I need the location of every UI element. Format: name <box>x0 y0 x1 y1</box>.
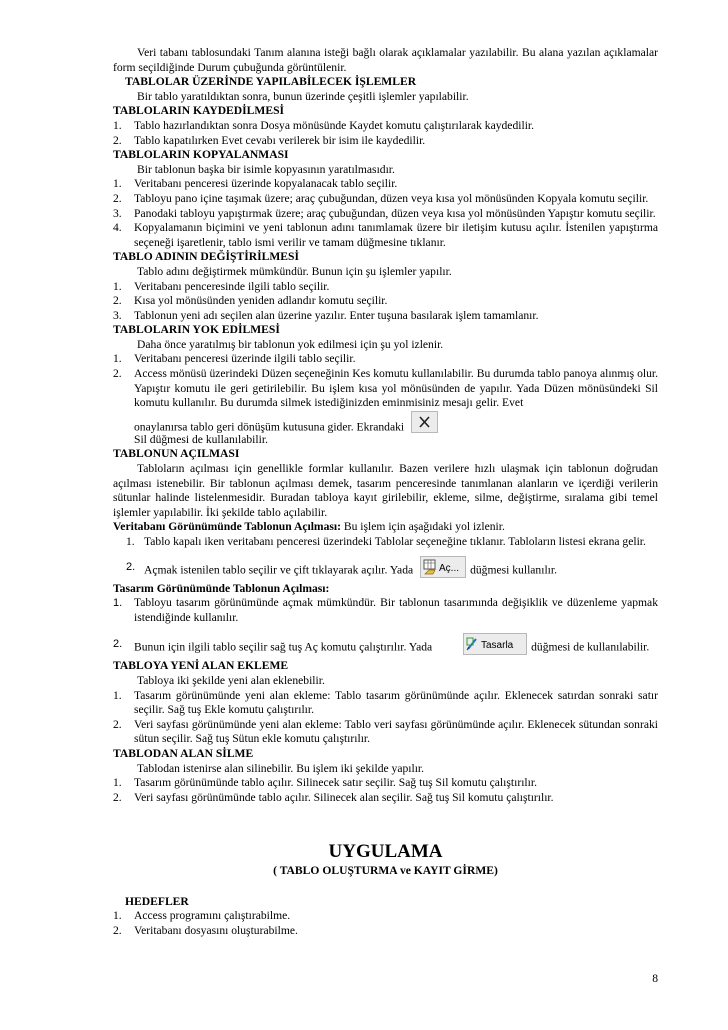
list-item: 2. Tabloyu pano içine taşımak üzere; araç çubuğundan, düzen veya kısa yol mönüsünden Kopyala komutu seçilir. <box>113 191 649 205</box>
list-item: 3. Panodaki tabloyu yapıştırmak üzere; araç çubuğundan, düzen veya kısa yol mönüsünden Yapıştır komutu seçilir. <box>113 206 656 220</box>
paragraph-renaming: Tablo adını değiştirmek mümkündür. Bunun için şu işlemler yapılır. <box>137 264 452 278</box>
list-item: 2. Veritabanı dosyasını oluşturabilme. <box>113 923 298 937</box>
section-subtitle: ( TABLO OLUŞTURMA ve KAYIT GİRME) <box>273 863 498 877</box>
list-item: 2. Açmak istenilen tablo seçilir ve çift tıklayarak açılır. Yada Aç... düğmesi kullanılır. <box>126 560 658 582</box>
heading-deleting-tables: TABLOLARIN YOK EDİLMESİ <box>113 323 280 337</box>
heading-renaming-table: TABLO ADININ DEĞİŞTİRİLMESİ <box>113 250 299 264</box>
heading-design-view-open: Tasarım Görünümünde Tablonun Açılması: <box>113 581 330 595</box>
list-item: 1. Veritabanı penceresinde ilgili tablo seçilir. <box>113 279 330 293</box>
list-saving <box>113 119 658 148</box>
list-item: 2. Veri sayfası görünümünde tablo açılır. Silinecek alan seçilir. Sağ tuş Sil komutu çalıştırılır. <box>113 790 554 804</box>
list-datasheet-open <box>113 535 658 582</box>
list-item: 1. Access programını çalıştırabilme. <box>113 909 291 923</box>
heading-saving-tables: TABLOLARIN KAYDEDİLMESİ <box>113 104 285 118</box>
list-item: 3. Tablonun yeni adı seçilen alan üzerine yazılır. Enter tuşuna basılarak işlem tamamlanır. <box>113 308 539 322</box>
heading-objectives: HEDEFLER <box>125 894 189 908</box>
heading-add-field: TABLOYA YENİ ALAN EKLEME <box>113 659 289 673</box>
page-number: 8 <box>652 972 658 985</box>
list-item: 1. Tablo hazırlandıktan sonra Dosya mönüsünde Kaydet komutu çalıştırılarak kaydedilir. <box>113 118 535 132</box>
svg-text:Aç...: Aç... <box>439 562 460 574</box>
list-item: 2. Veri sayfası görünümünde yeni alan ekleme: Tablo veri sayfası görünümünde açılır. Eklenecek sütundan sonraki sütun seçilir. Sağ tuş Sütun ekle komutu çalıştırılır. <box>113 717 658 746</box>
paragraph-deleting: Daha önce yaratılmış bir tablonun yok edilmesi için şu yol izlenir. <box>137 337 444 351</box>
heading-delete-field: TABLODAN ALAN SİLME <box>113 746 254 760</box>
list-item: 4. Kopyalamanın biçimini ve yeni tablonun adını tanımlamak üzere bir iletişim kutusu açılır. İstenilen yapıştırma seçeneği işaretlenir, tablo ismi verilir ve tamam düğmesine tıklanır. <box>113 221 658 249</box>
list-item: 2. Kısa yol mönüsünden yeniden adlandır komutu seçilir. <box>113 294 388 308</box>
list-item: 1. Veritabanı penceresi üzerinde ilgili tablo seçilir. <box>113 352 356 366</box>
list-item: 1. Veritabanı penceresi üzerinde kopyalanacak tablo seçilir. <box>113 177 398 191</box>
paragraph-add-field: Tabloya iki şekilde yeni alan eklenebilir. <box>137 673 325 687</box>
svg-text:Tasarla: Tasarla <box>481 640 514 652</box>
open-button <box>420 556 466 578</box>
heading-table-operations: TABLOLAR ÜZERİNDE YAPILABİLECEK İŞLEMLER <box>125 75 417 89</box>
list-item: 1. Tasarım görünümünde tablo açılır. Silinecek satır seçilir. Sağ tuş Sil komutu çalıştırılır. <box>113 776 537 790</box>
list-item: 1. Tabloyu tasarım görünümünde açmak mümkündür. Bir tablonun tasarımında değişiklik ve düzenleme yapmak istendiğinde kullanılır. <box>113 596 658 624</box>
paragraph-delete-field: Tablodan istenirse alan silinebilir. Bu işlem iki şekilde yapılır. <box>137 761 425 775</box>
delete-button-line: onaylanırsa tablo geri dönüşüm kutusuna gider. Ekrandaki <box>134 417 658 439</box>
heading-copying-tables: TABLOLARIN KOPYALANMASI <box>113 148 289 162</box>
list-item: 2. Tablo kapatılırken Evet cevabı verilerek bir isim ile kaydedilir. <box>113 133 426 147</box>
list-item: 2. Access mönüsü üzerindeki Düzen seçeneğinin Kes komutu kullanılabilir. Bu durumda tablo panoya alınmış olur. Yapıştır komutu ile geri getirilebilir. Bu işlem kısa yol mönüsünden de yapılır. Yada Düzen mönüsündeki Sil komutu kullanılır. Bu durumda silmek istediğinizden eminmisiniz mesajı gelir. Evet onaylanırsa tablo geri dönüşüm kutusuna gider. Ekrandaki Sil düğmesi de kullanılabilir. <box>113 367 658 446</box>
list-item: 1. Tasarım görünümünde yeni alan ekleme: Tablo tasarım görünümünde açılır. Eklenecek satırdan sonraki satır seçilir. Sağ tuş Ekle komutu çalıştırılır. <box>113 688 658 717</box>
list-copying <box>113 177 658 250</box>
list-objectives <box>113 909 658 938</box>
datasheet-open-heading: Veritabanı Görünümünde Tablonun Açılması: Bu işlem için aşağıdaki yol izlenir. <box>113 520 505 534</box>
list-renaming <box>113 280 658 324</box>
paragraph-copying: Bir tablonun başka bir isimle kopyasının yaratılmasıdır. <box>137 162 395 176</box>
delete-x-icon <box>411 411 438 433</box>
delete-button-note: Sil düğmesi de kullanılabilir. <box>134 432 268 446</box>
list-deleting <box>113 352 658 447</box>
paragraph-table-operations: Bir tablo yaratıldıktan sonra, bunun üzerinde çeşitli işlemler yapılabilir. <box>137 89 469 103</box>
heading-opening-table: TABLONUN AÇILMASI <box>113 447 240 461</box>
section-title: UYGULAMA <box>328 841 443 863</box>
design-button <box>463 633 527 655</box>
list-item: 2. Bunun için ilgili tablo seçilir sağ tuş Aç komutu çalıştırılır. Yada Tasarla düğmesi de kullanılabilir. <box>113 637 658 659</box>
list-delete-field <box>113 776 658 805</box>
list-item: 1. Tablo kapalı iken veritabanı penceresi üzerindeki Tablolar seçeneğine tıklanır. Tabloların listesi ekrana gelir. <box>126 535 646 548</box>
list-design-view-open <box>113 596 658 659</box>
paragraph-opening: Tabloların açılması için genellikle formlar kullanılır. Bazen verilere hızlı ulaşmak için tablonun doğrudan açılması istenebilir. Bir tablonun açılması demek, tasarım penceresinde tanımlanan alanların ve içerdiği verilerin sütunlar halinde listelenmesidir. Buradan tabloya kayıt girilebilir, ekleme, silme, değiştirme, sıralama gibi temel işlemler yapılabilir. İki şekilde tablo açılabilir. <box>113 462 658 519</box>
intro-paragraph: Veri tabanı tablosundaki Tanım alanına isteği bağlı olarak açıklamalar yazılabilir. Bu alana yazılan açıklamalar form seçildiğinde Durum çubuğunda görüntülenir. <box>113 46 658 74</box>
list-add-field <box>113 689 658 747</box>
